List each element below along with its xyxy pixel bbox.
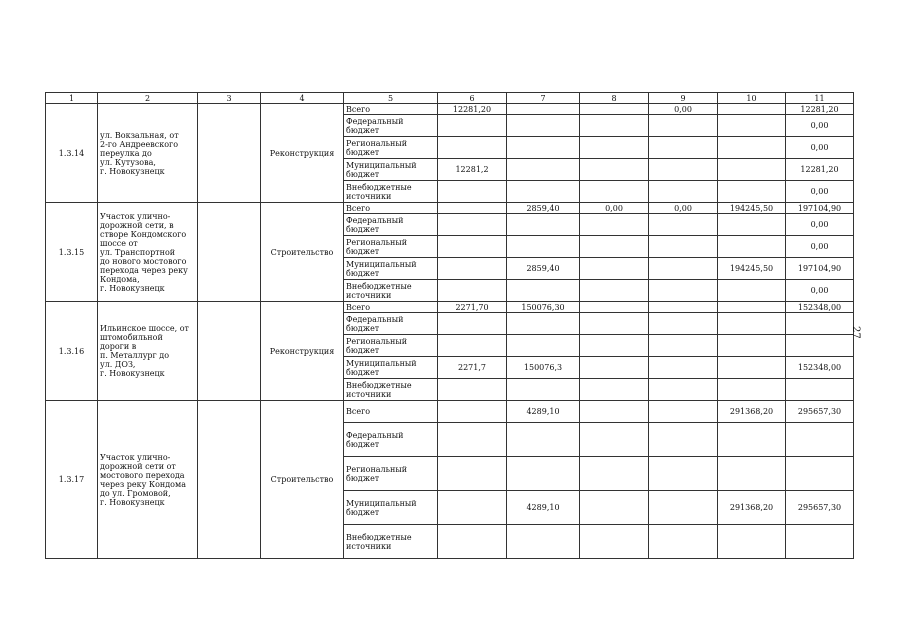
funding-source: Всего <box>344 104 438 115</box>
funding-source: Муниципальный бюджет <box>344 258 438 280</box>
value-cell <box>649 457 718 491</box>
item-name: Ильинское шоссе, от штомобильной дороги в п. Металлург до ул. ДОЗ, г. Новокузнецк <box>98 302 198 401</box>
value-cell <box>786 457 854 491</box>
header-col-9: 9 <box>649 93 718 104</box>
value-cell: 194245,50 <box>718 258 786 280</box>
value-cell: 194245,50 <box>718 203 786 214</box>
funding-source: Региональный бюджет <box>344 137 438 159</box>
value-cell: 2859,40 <box>507 203 580 214</box>
value-cell <box>718 457 786 491</box>
value-cell: 295657,30 <box>786 491 854 525</box>
value-cell <box>438 491 507 525</box>
value-cell <box>580 258 649 280</box>
value-cell <box>438 379 507 401</box>
value-cell <box>649 258 718 280</box>
value-cell <box>507 137 580 159</box>
value-cell <box>718 313 786 335</box>
value-cell: 4289,10 <box>507 491 580 525</box>
value-cell <box>649 115 718 137</box>
value-cell <box>649 159 718 181</box>
value-cell <box>649 401 718 423</box>
value-cell <box>786 335 854 357</box>
value-cell <box>718 236 786 258</box>
funding-source: Муниципальный бюджет <box>344 357 438 379</box>
value-cell <box>438 423 507 457</box>
funding-source: Федеральный бюджет <box>344 214 438 236</box>
value-cell <box>649 280 718 302</box>
table-row <box>46 203 854 214</box>
value-cell: 0,00 <box>786 115 854 137</box>
value-cell: 2271,7 <box>438 357 507 379</box>
value-cell <box>507 104 580 115</box>
value-cell <box>649 423 718 457</box>
value-cell: 150076,3 <box>507 357 580 379</box>
value-cell: 152348,00 <box>786 357 854 379</box>
funding-source: Всего <box>344 401 438 423</box>
value-cell <box>580 401 649 423</box>
value-cell <box>438 236 507 258</box>
value-cell <box>438 525 507 559</box>
funding-source: Региональный бюджет <box>344 335 438 357</box>
value-cell <box>718 159 786 181</box>
value-cell <box>580 335 649 357</box>
value-cell <box>649 335 718 357</box>
work-type: Строительство <box>261 401 344 559</box>
table-row <box>46 104 854 115</box>
value-cell <box>580 423 649 457</box>
empty-cell <box>198 401 261 559</box>
value-cell <box>718 335 786 357</box>
value-cell: 2271,70 <box>438 302 507 313</box>
item-name: Участок улично- дорожной сети от мостового перехода через реку Кондома до ул. Громовой, г. Новокузнецк <box>98 401 198 559</box>
value-cell <box>580 357 649 379</box>
item-number: 1.3.14 <box>46 104 98 203</box>
value-cell <box>438 203 507 214</box>
value-cell <box>580 313 649 335</box>
value-cell <box>580 159 649 181</box>
value-cell <box>649 491 718 525</box>
header-col-7: 7 <box>507 93 580 104</box>
header-col-4: 4 <box>261 93 344 104</box>
funding-source: Всего <box>344 203 438 214</box>
value-cell: 197104,90 <box>786 258 854 280</box>
value-cell <box>438 457 507 491</box>
value-cell <box>507 457 580 491</box>
value-cell <box>580 104 649 115</box>
value-cell: 12281,20 <box>786 159 854 181</box>
empty-cell <box>198 302 261 401</box>
funding-source: Федеральный бюджет <box>344 115 438 137</box>
value-cell <box>718 423 786 457</box>
value-cell <box>438 258 507 280</box>
value-cell <box>786 525 854 559</box>
value-cell <box>580 236 649 258</box>
value-cell <box>507 335 580 357</box>
empty-cell <box>198 203 261 302</box>
value-cell <box>580 181 649 203</box>
value-cell <box>649 357 718 379</box>
value-cell: 0,00 <box>649 104 718 115</box>
value-cell <box>786 313 854 335</box>
value-cell <box>718 302 786 313</box>
value-cell: 152348,00 <box>786 302 854 313</box>
funding-source: Региональный бюджет <box>344 236 438 258</box>
value-cell <box>580 525 649 559</box>
funding-source: Всего <box>344 302 438 313</box>
value-cell <box>649 137 718 159</box>
header-col-2: 2 <box>98 93 198 104</box>
work-type: Реконструкция <box>261 104 344 203</box>
value-cell <box>507 313 580 335</box>
funding-source: Внебюджетные источники <box>344 181 438 203</box>
funding-source: Федеральный бюджет <box>344 313 438 335</box>
value-cell <box>507 423 580 457</box>
header-col-6: 6 <box>438 93 507 104</box>
header-col-8: 8 <box>580 93 649 104</box>
value-cell <box>507 280 580 302</box>
value-cell <box>718 181 786 203</box>
value-cell <box>507 525 580 559</box>
value-cell <box>718 357 786 379</box>
value-cell: 291368,20 <box>718 401 786 423</box>
budget-table <box>45 92 854 559</box>
value-cell <box>507 214 580 236</box>
value-cell <box>649 302 718 313</box>
value-cell <box>438 401 507 423</box>
funding-source: Внебюджетные источники <box>344 280 438 302</box>
value-cell <box>507 379 580 401</box>
value-cell <box>649 313 718 335</box>
value-cell <box>718 137 786 159</box>
value-cell: 12281,2 <box>438 159 507 181</box>
value-cell <box>649 525 718 559</box>
value-cell <box>580 214 649 236</box>
value-cell <box>718 525 786 559</box>
value-cell: 2859,40 <box>507 258 580 280</box>
value-cell <box>580 457 649 491</box>
value-cell <box>786 379 854 401</box>
value-cell <box>649 214 718 236</box>
value-cell: 197104,90 <box>786 203 854 214</box>
value-cell <box>580 491 649 525</box>
funding-source: Муниципальный бюджет <box>344 491 438 525</box>
value-cell <box>718 115 786 137</box>
empty-cell <box>198 104 261 203</box>
item-name: ул. Вокзальная, от 2-го Андреевского переулка до ул. Кутузова, г. Новокузнецк <box>98 104 198 203</box>
value-cell <box>580 137 649 159</box>
item-number: 1.3.17 <box>46 401 98 559</box>
funding-source: Муниципальный бюджет <box>344 159 438 181</box>
value-cell <box>580 379 649 401</box>
value-cell: 4289,10 <box>507 401 580 423</box>
value-cell <box>438 280 507 302</box>
header-col-1: 1 <box>46 93 98 104</box>
value-cell: 0,00 <box>580 203 649 214</box>
table-row <box>46 401 854 423</box>
value-cell: 295657,30 <box>786 401 854 423</box>
value-cell <box>580 302 649 313</box>
value-cell <box>649 379 718 401</box>
value-cell: 12281,20 <box>786 104 854 115</box>
value-cell <box>649 236 718 258</box>
value-cell <box>438 115 507 137</box>
header-col-11: 11 <box>786 93 854 104</box>
value-cell: 0,00 <box>786 214 854 236</box>
header-col-10: 10 <box>718 93 786 104</box>
work-type: Реконструкция <box>261 302 344 401</box>
item-number: 1.3.16 <box>46 302 98 401</box>
funding-source: Федеральный бюджет <box>344 423 438 457</box>
item-number: 1.3.15 <box>46 203 98 302</box>
value-cell <box>786 423 854 457</box>
value-cell <box>649 181 718 203</box>
work-type: Строительство <box>261 203 344 302</box>
value-cell: 0,00 <box>786 181 854 203</box>
value-cell <box>580 280 649 302</box>
funding-source: Внебюджетные источники <box>344 525 438 559</box>
header-col-3: 3 <box>198 93 261 104</box>
value-cell <box>718 104 786 115</box>
value-cell <box>438 335 507 357</box>
value-cell <box>718 214 786 236</box>
value-cell: 0,00 <box>786 137 854 159</box>
funding-source: Внебюджетные источники <box>344 379 438 401</box>
value-cell <box>507 115 580 137</box>
value-cell: 0,00 <box>786 236 854 258</box>
value-cell: 291368,20 <box>718 491 786 525</box>
value-cell <box>507 236 580 258</box>
value-cell <box>438 181 507 203</box>
value-cell <box>438 137 507 159</box>
value-cell <box>507 181 580 203</box>
value-cell <box>580 115 649 137</box>
header-row <box>46 93 854 104</box>
page-number: 27 <box>850 326 861 339</box>
value-cell: 12281,20 <box>438 104 507 115</box>
value-cell <box>718 280 786 302</box>
table-row <box>46 302 854 313</box>
header-col-5: 5 <box>344 93 438 104</box>
value-cell <box>507 159 580 181</box>
item-name: Участок улично- дорожной сети, в створе Кондомского шоссе от ул. Транспортной до нового мостового перехода через реку Кондома, г. Новокузнецк <box>98 203 198 302</box>
value-cell <box>718 379 786 401</box>
value-cell <box>438 313 507 335</box>
value-cell <box>438 214 507 236</box>
value-cell: 150076,30 <box>507 302 580 313</box>
value-cell: 0,00 <box>649 203 718 214</box>
funding-source: Региональный бюджет <box>344 457 438 491</box>
value-cell: 0,00 <box>786 280 854 302</box>
